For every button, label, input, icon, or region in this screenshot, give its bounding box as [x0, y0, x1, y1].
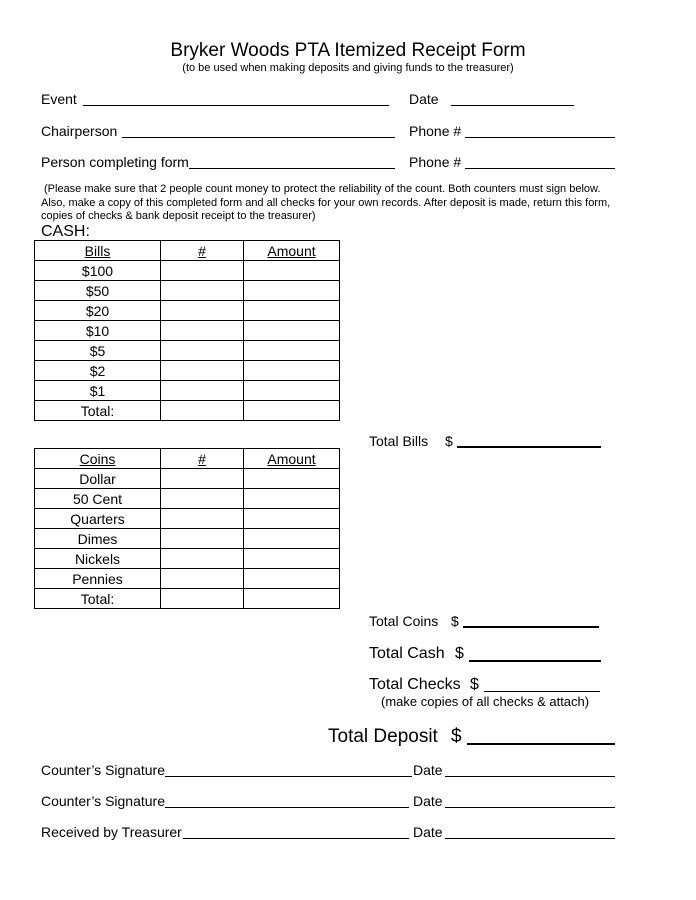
- bill-count-cell[interactable]: [161, 261, 244, 281]
- total-bills-currency: $: [445, 433, 453, 449]
- total-coins-field[interactable]: [463, 626, 599, 628]
- treasurer-date-label: Date: [413, 824, 443, 840]
- bill-amount-cell[interactable]: [244, 321, 340, 341]
- cash-heading: CASH:: [41, 223, 90, 240]
- bills-header-denomination: Bills: [35, 241, 161, 261]
- table-row: [35, 261, 340, 281]
- bill-label: $1: [35, 381, 161, 401]
- coin-count-cell[interactable]: [161, 509, 244, 529]
- coin-count-cell[interactable]: [161, 589, 244, 609]
- counter-date-field-1[interactable]: [445, 776, 615, 777]
- table-row: [35, 489, 340, 509]
- bill-amount-cell[interactable]: [244, 361, 340, 381]
- table-row: [35, 361, 340, 381]
- treasurer-date-field[interactable]: [445, 838, 615, 839]
- counter-signature-label-1: Counter’s Signature: [41, 762, 166, 778]
- counter-date-field-2[interactable]: [445, 807, 615, 808]
- person-completing-label: Person completing form: [41, 154, 189, 170]
- event-label: Event: [41, 91, 77, 107]
- bill-label: $50: [35, 281, 161, 301]
- table-row: [35, 281, 340, 301]
- total-deposit-currency: $: [451, 726, 462, 747]
- coin-amount-cell[interactable]: [244, 469, 340, 489]
- table-row: [35, 549, 340, 569]
- phone-label-2: Phone #: [409, 154, 462, 170]
- total-bills-field[interactable]: [457, 446, 601, 448]
- total-cash-field[interactable]: [469, 660, 601, 662]
- note-line-2: Also, make a copy of this completed form and all checks for your own records. After deposit is made, return this form,: [41, 196, 611, 209]
- bills-header-amount: Amount: [244, 241, 340, 261]
- chairperson-label: Chairperson: [41, 123, 118, 139]
- coin-count-cell[interactable]: [161, 569, 244, 589]
- bill-count-cell[interactable]: [161, 401, 244, 421]
- counter-date-label-2: Date: [413, 793, 443, 809]
- bill-count-cell[interactable]: [161, 281, 244, 301]
- table-row: [35, 341, 340, 361]
- table-row: [35, 301, 340, 321]
- treasurer-label: Received by Treasurer: [41, 824, 182, 840]
- bill-label: $10: [35, 321, 161, 341]
- counter-signature-field-1[interactable]: [165, 776, 412, 777]
- bill-amount-cell[interactable]: [244, 281, 340, 301]
- counter-signature-label-2: Counter’s Signature: [41, 793, 166, 809]
- coin-label: Nickels: [35, 549, 161, 569]
- coins-header-denomination: Coins: [35, 449, 161, 469]
- date-label: Date: [409, 91, 439, 107]
- coin-label: Quarters: [35, 509, 161, 529]
- coin-label: Dimes: [35, 529, 161, 549]
- total-cash-currency: $: [455, 645, 464, 662]
- total-cash-label: Total Cash: [369, 645, 445, 662]
- phone-label-1: Phone #: [409, 123, 462, 139]
- coin-amount-cell[interactable]: [244, 549, 340, 569]
- instructions-note: [41, 183, 657, 224]
- coin-total-label: Total:: [35, 589, 161, 609]
- bill-count-cell[interactable]: [161, 361, 244, 381]
- bill-amount-cell[interactable]: [244, 381, 340, 401]
- coins-header-row: [35, 449, 340, 469]
- total-checks-label: Total Checks: [369, 676, 461, 693]
- checks-note: (make copies of all checks & attach): [381, 694, 590, 709]
- coin-count-cell[interactable]: [161, 549, 244, 569]
- event-field[interactable]: [83, 105, 389, 106]
- total-bills-label: Total Bills: [369, 433, 429, 449]
- coin-label: 50 Cent: [35, 489, 161, 509]
- total-deposit-field[interactable]: [467, 743, 615, 745]
- table-row: [35, 509, 340, 529]
- bill-count-cell[interactable]: [161, 341, 244, 361]
- bill-amount-cell[interactable]: [244, 261, 340, 281]
- bill-total-label: Total:: [35, 401, 161, 421]
- bill-label: $100: [35, 261, 161, 281]
- note-line-1: (Please make sure that 2 people count money to protect the reliability of the count. Both counters must sign below.: [44, 183, 601, 195]
- treasurer-signature-field[interactable]: [183, 838, 409, 839]
- bills-table: [34, 240, 340, 421]
- coins-table: [34, 448, 340, 609]
- table-row: [35, 529, 340, 549]
- date-field[interactable]: [451, 105, 574, 106]
- coin-label: Dollar: [35, 469, 161, 489]
- total-checks-currency: $: [470, 676, 479, 693]
- page-title: Bryker Woods PTA Itemized Receipt Form: [170, 40, 526, 61]
- total-coins-label: Total Coins: [369, 613, 439, 629]
- coin-count-cell[interactable]: [161, 529, 244, 549]
- coin-label: Pennies: [35, 569, 161, 589]
- bill-amount-cell[interactable]: [244, 341, 340, 361]
- table-row: [35, 569, 340, 589]
- bills-header-count: #: [161, 241, 244, 261]
- total-coins-currency: $: [451, 613, 459, 629]
- bill-amount-cell[interactable]: [244, 401, 340, 421]
- coin-count-cell[interactable]: [161, 489, 244, 509]
- chairperson-field[interactable]: [122, 137, 395, 138]
- bill-count-cell[interactable]: [161, 321, 244, 341]
- counter-signature-field-2[interactable]: [165, 807, 409, 808]
- bill-amount-cell[interactable]: [244, 301, 340, 321]
- table-row: [35, 401, 340, 421]
- person-completing-field[interactable]: [189, 168, 395, 169]
- coin-amount-cell[interactable]: [244, 589, 340, 609]
- coin-amount-cell[interactable]: [244, 569, 340, 589]
- phone-field-1[interactable]: [465, 137, 615, 138]
- total-deposit-label: Total Deposit: [328, 726, 438, 747]
- coins-header-count: #: [161, 449, 244, 469]
- bill-count-cell[interactable]: [161, 381, 244, 401]
- coin-amount-cell[interactable]: [244, 489, 340, 509]
- bill-count-cell[interactable]: [161, 301, 244, 321]
- bill-label: $2: [35, 361, 161, 381]
- bill-label: $5: [35, 341, 161, 361]
- page-subtitle: (to be used when making deposits and giving funds to the treasurer): [182, 62, 514, 74]
- table-row: [35, 381, 340, 401]
- counter-date-label-1: Date: [413, 762, 443, 778]
- coin-count-cell[interactable]: [161, 469, 244, 489]
- total-checks-field[interactable]: [484, 691, 600, 692]
- bill-label: $20: [35, 301, 161, 321]
- bills-header-row: [35, 241, 340, 261]
- table-row: [35, 589, 340, 609]
- coins-header-amount: Amount: [244, 449, 340, 469]
- phone-field-2[interactable]: [465, 168, 615, 169]
- table-row: [35, 469, 340, 489]
- table-row: [35, 321, 340, 341]
- coin-amount-cell[interactable]: [244, 529, 340, 549]
- coin-amount-cell[interactable]: [244, 509, 340, 529]
- note-line-3: copies of checks & bank deposit receipt to the treasurer): [41, 210, 316, 222]
